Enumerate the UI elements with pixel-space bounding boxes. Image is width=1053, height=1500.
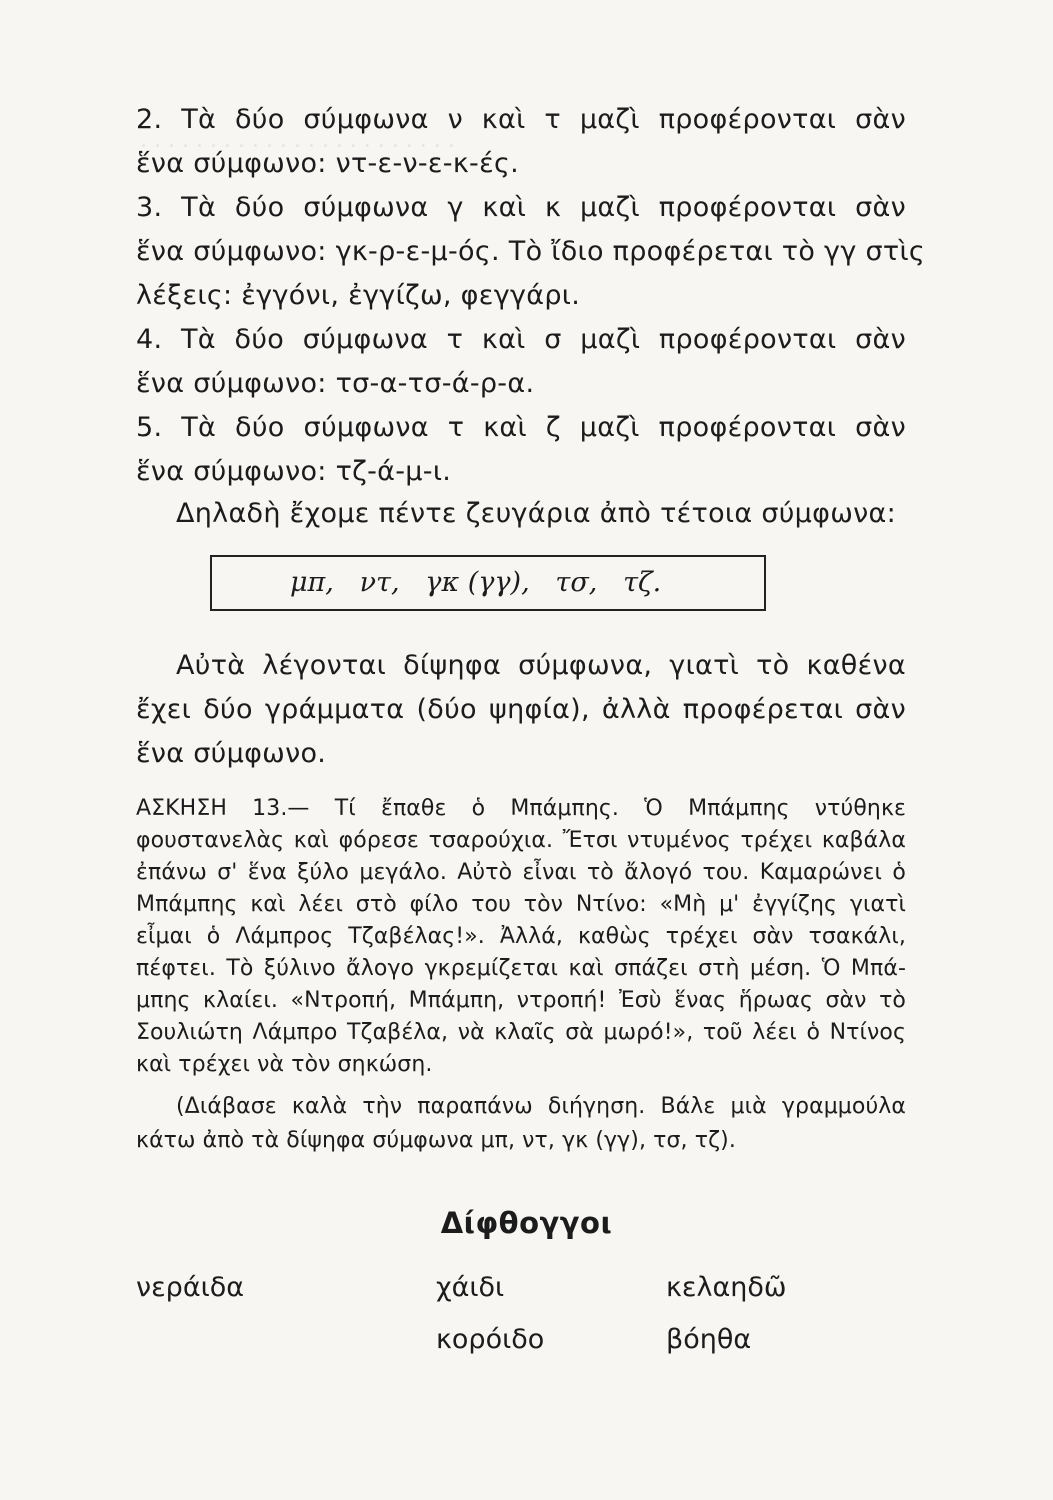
rule-4-line-2: ἕνα σύμφωνο: τσ-α-τσ-ά-ρ-α.	[136, 368, 535, 399]
section-heading-diphthongs: Δίφθογγοι	[440, 1206, 613, 1240]
exercise-line-6: πέφτει. Τὸ ξύλινο ἄλογο γκρεμίζεται καὶ σπάζει στὴ μέση. Ὁ Μπά-	[136, 956, 906, 981]
exercise-line-5: εἶμαι ὁ Λάμπρος Τζαβέλας!». Ἀλλά, καθὼς τρέχει σὰν τσακάλι,	[136, 924, 906, 949]
word-cell: κορόιδο	[436, 1324, 545, 1355]
rule-5-line-1: 5. Τὰ δύο σύμφωνα τ καὶ ζ μαζὶ προφέρονται σὰν	[136, 412, 906, 443]
rule-2-line-1: 2. Τὰ δύο σύμφωνα ν καὶ τ μαζὶ προφέρονται σὰν	[136, 104, 906, 135]
definition-line-2: ἔχει δύο γράμματα (δύο ψηφία), ἀλλὰ προφέρεται σὰν	[136, 694, 906, 725]
exercise-line-9: καὶ τρέχει νὰ τὸν σηκώση.	[136, 1052, 433, 1077]
exercise-line-8: Σουλιώτη Λάμπρο Τζαβέλα, νὰ κλαῖς σὰ μωρό!», τοῦ λέει ὁ Ντίνος	[136, 1020, 906, 1045]
exercise-line-4: Μπάμπης καὶ λέει στὸ φίλο του τὸν Ντίνο: «Μὴ μ' ἐγγίζης γιατὶ	[136, 892, 906, 917]
exercise-line-2: φουστανελὰς καὶ φόρεσε τσαρούχια. Ἔτσι ντυμένος τρέχει καβάλα	[136, 828, 906, 853]
definition-line-3: ἕνα σύμφωνο.	[136, 738, 327, 769]
word-cell: χάιδι	[436, 1272, 505, 1303]
show-through-bleed: . . . . . . . . . . . . . . . . . . . . . . .	[140, 128, 455, 153]
word-cell: νεράιδα	[136, 1272, 245, 1303]
rule-5-line-2: ἕνα σύμφωνο: τζ-ά-μ-ι.	[136, 456, 452, 487]
exercise-line-7: μπης κλαίει. «Ντροπή, Μπάμπη, ντροπή! Ἐσὺ ἕνας ἥρωας σὰν τὸ	[136, 988, 906, 1013]
exercise-line-1: ΑΣΚΗΣΗ 13.— Τί ἔπαθε ὁ Μπάμπης. Ὁ Μπάμπης ντύθηκε	[136, 796, 906, 821]
exercise-instruction-line-1: (Διάβασε καλὰ τὴν παραπάνω διήγηση. Βάλε μιὰ γραμμούλα	[176, 1094, 906, 1119]
exercise-line-3: ἐπάνω σ' ἕνα ξύλο μεγάλο. Αὐτὸ εἶναι τὸ ἄλογό του. Καμαρώνει ὁ	[136, 860, 906, 885]
word-cell	[136, 1314, 436, 1366]
word-cell: κελαηδῶ	[666, 1272, 787, 1303]
digraph-list: μπ, ντ, γκ (γγ), τσ, τζ.	[290, 567, 662, 598]
definition-line-1: Αὐτὰ λέγονται δίψηφα σύμφωνα, γιατὶ τὸ καθένα	[176, 650, 906, 681]
rule-4-line-1: 4. Τὰ δύο σύμφωνα τ καὶ σ μαζὶ προφέρονται σὰν	[136, 324, 906, 355]
word-cell: βόηθα	[666, 1324, 752, 1355]
rule-3-line-1: 3. Τὰ δύο σύμφωνα γ καὶ κ μαζὶ προφέρονται σὰν	[136, 192, 906, 223]
summary-line: Δηλαδὴ ἔχομε πέντε ζευγάρια ἀπὸ τέτοια σύμφωνα:	[176, 498, 897, 529]
rule-3-line-3: λέξεις: ἐγγόνι, ἐγγίζω, φεγγάρι.	[136, 280, 581, 311]
rule-2-line-2: ἕνα σύμφωνο: ντ-ε-ν-ε-κ-ές.	[136, 148, 520, 179]
diphthong-word-grid	[136, 1262, 906, 1366]
rule-3-line-2: ἕνα σύμφωνο: γκ-ρ-ε-μ-ός. Τὸ ἴδιο προφέρεται τὸ γγ στὶς	[136, 236, 926, 267]
exercise-instruction-line-2: κάτω ἀπὸ τὰ δίψηφα σύμφωνα μπ, ντ, γκ (γγ), τσ, τζ).	[136, 1128, 736, 1153]
